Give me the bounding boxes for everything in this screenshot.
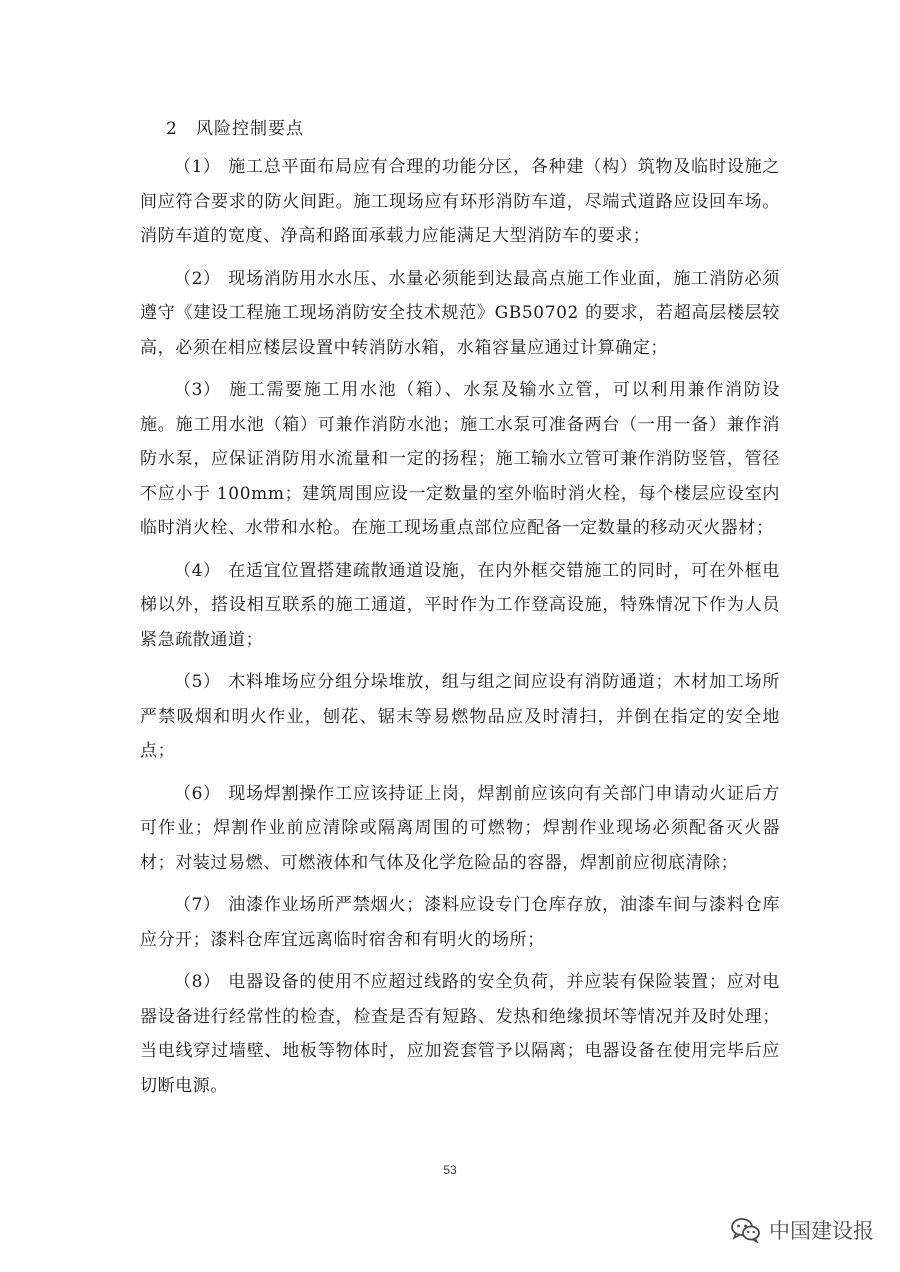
- item-text: 在适宜位置搭建疏散通道设施，在内外框交错施工的同时，可在外框电梯以外，搭设相互联系的施工通道，平时作为工作登高设施，特殊情况下作为人员紧急疏散通道；: [140, 560, 780, 650]
- section-heading: [140, 112, 780, 146]
- item-marker: （7）: [174, 895, 221, 915]
- section-title: 风险控制要点: [196, 119, 304, 139]
- list-item-8: [140, 965, 780, 1103]
- wechat-icon: [731, 1217, 761, 1243]
- list-item-2: [140, 262, 780, 366]
- item-marker: （4）: [174, 560, 221, 581]
- list-item-6: [140, 777, 780, 881]
- item-marker: （2）: [174, 268, 221, 289]
- watermark-text: 中国建设报: [769, 1219, 874, 1243]
- list-item-3: [140, 373, 780, 546]
- item-text: 施工总平面布局应有合理的功能分区，各种建（构）筑物及临时设施之间应符合要求的防火间距。施工现场应有环形消防车道，尽端式道路应设回车场。消防车道的宽度、净高和路面承载力应能满足大型消防车的要求；: [140, 157, 780, 246]
- document-body: [140, 112, 780, 1111]
- list-item-7: [140, 888, 780, 957]
- item-marker: （5）: [174, 672, 221, 692]
- item-marker: （8）: [174, 972, 221, 992]
- item-marker: （6）: [174, 783, 221, 804]
- list-item-4: [140, 554, 780, 658]
- item-text: 施工需要施工用水池（箱）、水泵及输水立管，可以利用兼作消防设施。施工用水池（箱）可兼作消防水池；施工水泵可准备两台（一用一备）兼作消防水泵，应保证消防用水流量和一定的扬程；施工输水立管可兼作消防竖管，管径不应小于 100mm；建筑周围应设一定数量的室外临时消火栓，每个楼层应设室内临时消火栓、水带和水枪。在施工现场重点部位应配备一定数量的移动灭火器材；: [140, 380, 780, 538]
- item-marker: （3）: [174, 380, 221, 400]
- item-text: 现场焊割操作工应该持证上岗，焊割前应该向有关部门申请动火证后方可作业；焊割作业前应清除或隔离周围的可燃物；焊割作业现场必须配备灭火器材；对装过易燃、可燃液体和气体及化学危险品的容器，焊割前应彻底清除；: [140, 783, 780, 873]
- item-text: 油漆作业场所严禁烟火；漆料应设专门仓库存放，油漆车间与漆料仓库应分开；漆料仓库宜远离临时宿舍和有明火的场所；: [140, 895, 780, 950]
- section-number: 2: [166, 119, 178, 139]
- item-text: 电器设备的使用不应超过线路的安全负荷，并应装有保险装置；应对电器设备进行经常性的检查，检查是否有短路、发热和绝缘损坏等情况并及时处理；当电线穿过墙壁、地板等物体时，应加瓷套管予以隔离；电器设备在使用完毕后应切断电源。: [140, 972, 780, 1096]
- item-text: 现场消防用水水压、水量必须能到达最高点施工作业面，施工消防必须遵守《建设工程施工现场消防安全技术规范》GB50702 的要求，若超高层楼层较高，必须在相应楼层设置中转消防水箱，水箱容量应通过计算确定；: [140, 268, 780, 358]
- list-item-5: [140, 665, 780, 769]
- list-item-1: [140, 150, 780, 254]
- item-marker: （1）: [174, 157, 221, 177]
- watermark: [731, 1215, 874, 1245]
- page-number: 53: [443, 1163, 457, 1177]
- item-text: 木料堆场应分组分垛堆放，组与组之间应设有消防通道；木材加工场所严禁吸烟和明火作业，刨花、锯末等易燃物品应及时清扫，并倒在指定的安全地点；: [140, 672, 780, 761]
